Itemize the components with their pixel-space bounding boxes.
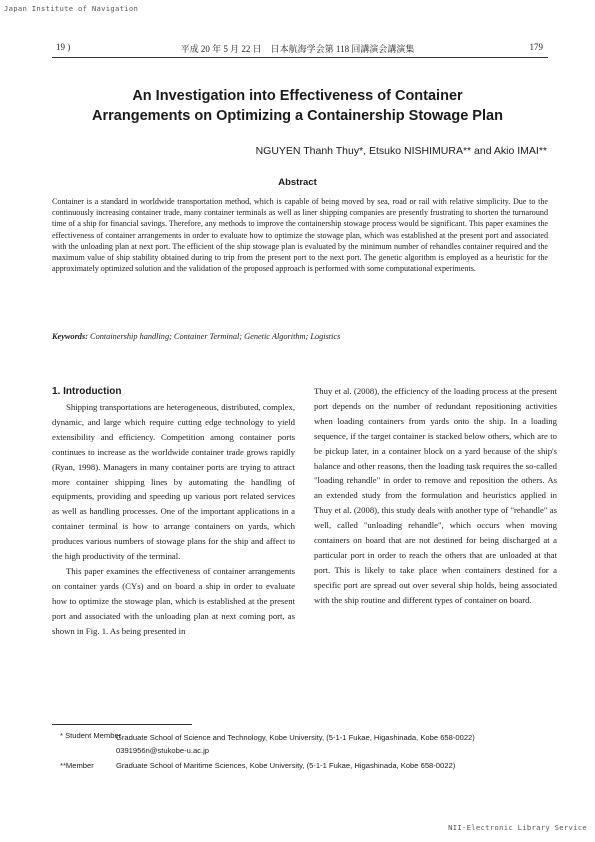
keywords-label: Keywords: bbox=[52, 332, 88, 341]
header-rule bbox=[52, 57, 548, 58]
footnote-2-text: Graduate School of Maritime Sciences, Kobe University, (5-1-1 Fukae, Higashinada, Kobe 658-0022) bbox=[116, 761, 456, 770]
section-heading-introduction: 1. Introduction bbox=[52, 386, 122, 397]
paper-title-line-1: An Investigation into Effectiveness of Container bbox=[132, 88, 463, 104]
authors: NGUYEN Thanh Thuy*, Etsuko NISHIMURA** and Akio IMAI** bbox=[255, 145, 547, 157]
intro-paragraph-1: Shipping transportations are heterogeneous, distributed, complex, dynamic, and large which require cutting edge technology to yield extensibility and efficiency. Competition among container ports continues to increase as the worldwide container trade grows rapidly (Ryan, 1998). Managers in many container ports are trying to attract more container shipping lines by automating the handling of equipments, providing and speeding up various port related services as well as handling processes. One of the important applications in a container terminal is how to arrange containers on yards, which produces various numbers of stowage plans for the ship and affect to the high productivity of the terminal. bbox=[52, 402, 295, 562]
footnote-1-label: * Student Member bbox=[60, 731, 122, 740]
abstract-text: Container is a standard in worldwide transportation method, which is capable of being moved by sea, road or rail with relative simplicity. Due to the continuously increasing container trade, many container terminals as well as liner shipping companies are presently frustrating to shorten the turnaround time of a ship for financial savings. Therefore, any methods to improve the containership stowage process would be significant. This paper examines the effectiveness of container arrangements in order to evaluate how to optimize the stowage plan, which was established at the present port and associated with the unloading plan at next port. The efficient of the ship stowage plan is evaluated by the minimum number of rehandles container required and the maximum value of ship stability obtained during to trip from the present port to the next port. The genetic algorithm is employed as a heuristic for the approximately optimized solution and the validation of the proposed approach is performed with some computational experiments. bbox=[52, 197, 548, 274]
footnote-1-text: Graduate School of Science and Technology, Kobe University, (5-1-1 Fukae, Higashinada, Kobe 658-0022) 0391956n@stukobe-u.ac.jp bbox=[116, 733, 483, 755]
header-proceedings: 平成 20 年 5 月 22 日 日本航海学会第 118 回講演会講演集 bbox=[180, 44, 415, 54]
abstract-heading: Abstract bbox=[278, 177, 317, 188]
right-column bbox=[314, 384, 557, 608]
footnote-rule bbox=[52, 724, 192, 725]
left-column bbox=[52, 384, 295, 639]
watermark-top: Japan Institute of Navigation bbox=[4, 4, 139, 13]
header-page-label: 19 ) bbox=[56, 42, 71, 52]
keywords-text: Containership handling; Container Terminal; Genetic Algorithm; Logistics bbox=[90, 332, 341, 341]
intro-paragraph-3: Thuy et al. (2008), the efficiency of the loading process at the present port depends on the number of redundant repositioning activities when loading containers from yards onto the ship. In a loading sequence, if the target container is stacked below others, which are to be pickup later, in a container block on a yard because of the ship's balance and other reasons, then the loading task requires the so-called "loading rehandle" in order to remove and reposition the others. As an extended study from the formulation and heuristics applied in Thuy et al. (2008), this study deals with another type of "rehandle" as well, called "unloading rehandle", which occurs when moving containers on board that are not destined for being discharged at a particular port in order to reach the others that are unloaded at that port. This is likely to take place when containers destined for a specific port are spread out over several ship holds, being associated with the ship routine and different types of container on board. bbox=[314, 386, 557, 605]
footnote-2-label: **Member bbox=[60, 761, 94, 770]
intro-paragraph-2: This paper examines the effectiveness of container arrangements on container yards (CYs) and on board a ship in order to evaluate how to optimize the stowage plan, which is established at the present port and associated with the unloading plan at next coming port, as shown in Fig. 1. As being presented in bbox=[52, 565, 295, 636]
keywords bbox=[52, 332, 548, 341]
watermark-bottom: NII-Electronic Library Service bbox=[448, 823, 587, 832]
header-page-number: 179 bbox=[529, 42, 543, 52]
paper-title-line-2: Arrangements on Optimizing a Containership Stowage Plan bbox=[92, 108, 503, 124]
